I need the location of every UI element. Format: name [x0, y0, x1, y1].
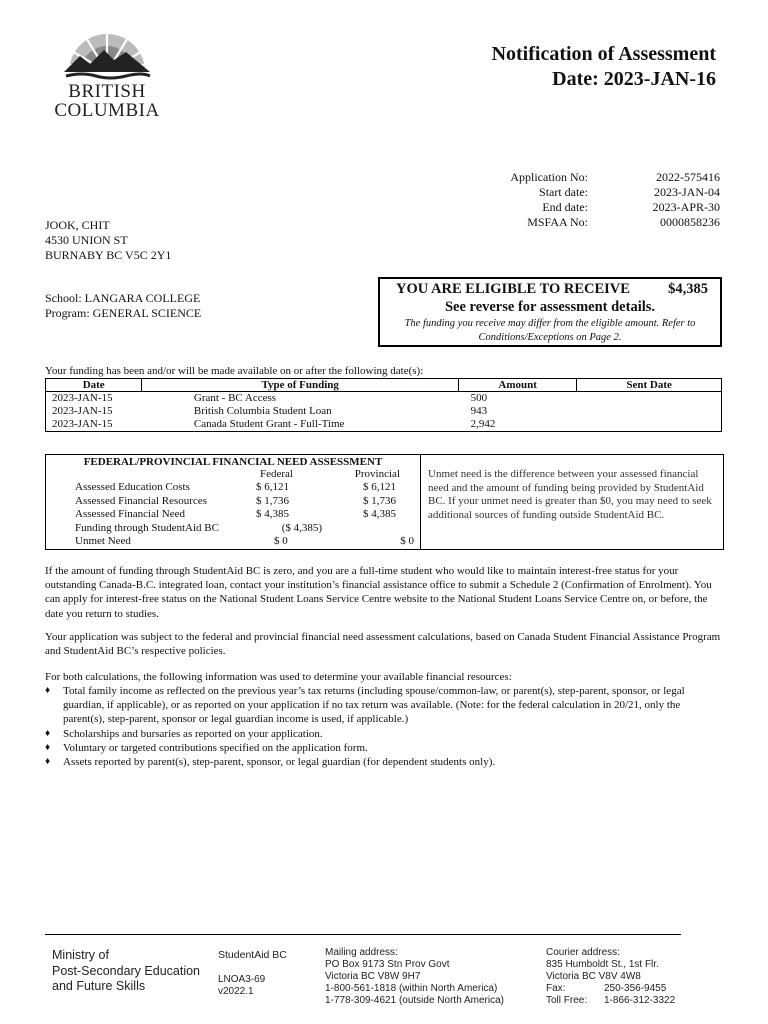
courier-street: 835 Humboldt St., 1st Flr.	[546, 959, 659, 970]
mailing-line: Mailing address:	[325, 947, 398, 958]
row-label: Assessed Financial Resources	[75, 494, 207, 507]
cell-type: Grant - BC Access	[193, 392, 277, 404]
federal-value: ($ 4,385)	[281, 521, 323, 534]
recipient-name: JOOK, CHIT	[45, 218, 110, 232]
assessment-row	[46, 522, 420, 535]
list-item-text: Total family income as reflected on the previous year’s tax returns (including spouse/common-law, or parent(s), step-parent, sponsor, or legal guardian, if applicable), or as reported on your application if no tax return was available. (Note: for the federal calculation in 20/21, only the parent(s), step-parent, sponsor or legal guardian income is used, if applicable.)	[63, 685, 685, 726]
label: MSFAA No:	[527, 215, 588, 229]
funding-intro: Your funding has been and/or will be made available on or after the following date(s):	[45, 365, 424, 377]
value: 2023-JAN-04	[654, 185, 720, 199]
col-sent-date: Sent Date	[577, 379, 722, 392]
funding-table-header	[46, 379, 722, 392]
federal-value: $ 0	[274, 535, 288, 548]
list-item	[45, 684, 723, 727]
list-item-text: Scholarships and bursaries as reported on your application.	[63, 727, 323, 740]
diamond-bullet-icon: ♦	[45, 727, 51, 739]
cell-sent	[577, 418, 722, 432]
logo-wordmark	[52, 82, 162, 120]
cell-amount: 2,942	[470, 418, 496, 430]
document-title: Notification of Assessment	[491, 43, 716, 65]
assessment-row	[46, 495, 420, 508]
list-item-text: Assets reported by parent(s), step-parent, sponsor, or legal guardian (for dependent students only).	[63, 756, 496, 769]
cell-date: 2023-JAN-15	[52, 392, 113, 404]
application-number-row	[470, 170, 720, 185]
row-label: Assessed Financial Need	[75, 508, 185, 521]
mailing-line: PO Box 9173 Stn Prov Govt	[325, 959, 450, 970]
value: 0000858236	[660, 215, 720, 229]
diamond-bullet-icon: ♦	[45, 685, 51, 696]
ministry-name	[52, 948, 200, 995]
provincial-value	[351, 522, 420, 535]
eligibility-headline	[380, 281, 720, 298]
table-row	[46, 418, 722, 432]
courier-title: Courier address:	[546, 947, 620, 958]
interest-free-paragraph: If the amount of funding through StudentAid BC is zero, and you are a full-time student who would like to maintain interest-free status for your outstanding Canada-B.C. integrated loan, contact your institution’s financial assistance office to submit a Schedule 2 (Confirmation of Enrolment). You can apply for interest-free status on the National Student Loans Service Centre website to the National Student Loans Service Centre on, or before, the date you return to studies.	[45, 565, 712, 620]
cell-amount: 500	[470, 392, 488, 404]
ministry-line: Post-Secondary Education	[52, 963, 201, 978]
school-info	[45, 291, 201, 321]
value: 2023-APR-30	[652, 200, 720, 214]
tollfree-number: 1-866-312-3322	[604, 995, 676, 1006]
list-item	[45, 755, 723, 769]
application-info	[470, 170, 720, 230]
provincial-value: $ 4,385	[363, 508, 396, 521]
tollfree-row	[546, 995, 675, 1007]
fax-number: 250-356-9455	[604, 983, 667, 994]
value: 2022-575416	[656, 170, 720, 184]
cell-sent	[577, 405, 722, 418]
document-date: Date: 2023-JAN-16	[552, 68, 716, 90]
label: Start date:	[539, 185, 588, 199]
row-label: Assessed Education Costs	[75, 481, 190, 494]
tollfree-label: Toll Free:	[546, 995, 588, 1006]
form-code: LNOA3-69	[218, 974, 266, 985]
end-date-row	[470, 200, 720, 215]
cell-amount: 943	[470, 405, 488, 417]
program-name: Program: GENERAL SCIENCE	[45, 306, 202, 320]
recipient-street: 4530 UNION ST	[45, 233, 128, 247]
diamond-bullet-icon: ♦	[45, 741, 51, 753]
cell-date: 2023-JAN-15	[52, 418, 113, 430]
eligibility-box	[378, 277, 722, 347]
recipient-city: BURNABY BC V5C 2Y1	[45, 248, 172, 262]
cell-sent	[577, 392, 722, 406]
mailing-line: Victoria BC V8W 9H7	[325, 971, 421, 982]
fax-label: Fax:	[546, 983, 566, 994]
mailing-address	[325, 947, 504, 1007]
label: End date:	[542, 200, 588, 214]
eligibility-subtitle: See reverse for assessment details.	[444, 299, 656, 315]
courier-city: Victoria BC V8V 4W8	[546, 971, 641, 982]
msfaa-row	[470, 215, 720, 230]
fax-row	[546, 983, 675, 995]
form-code-block	[218, 974, 265, 998]
assessment-row	[46, 508, 420, 521]
list-item	[45, 741, 723, 755]
label: Application No:	[510, 170, 588, 184]
eligibility-note: The funding you receive may differ from the eligible amount. Refer to Conditions/Exceptions on Page 2.	[404, 318, 696, 343]
table-row	[46, 405, 722, 418]
row-label: Funding through StudentAid BC	[75, 521, 219, 534]
eligibility-label: YOU ARE ELIGIBLE TO RECEIVE	[396, 281, 630, 297]
col-amount: Amount	[459, 379, 577, 392]
courier-address	[546, 947, 675, 1007]
list-item-text: Voluntary or targeted contributions specified on the application form.	[63, 741, 368, 754]
recipient-address	[45, 218, 171, 263]
col-date: Date	[46, 379, 142, 392]
need-assessment-table	[46, 455, 421, 549]
provincial-value: $ 6,121	[363, 481, 396, 494]
logo-line-columbia: COLUMBIA	[54, 100, 160, 121]
eligibility-amount: $4,385	[668, 281, 708, 297]
ministry-line: Ministry of	[52, 948, 109, 962]
col-federal: Federal	[260, 468, 293, 480]
studentaid-label: StudentAid BC	[218, 949, 287, 961]
need-assessment-box	[45, 454, 724, 550]
start-date-row	[470, 185, 720, 200]
table-row	[46, 392, 722, 406]
school-name: School: LANGARA COLLEGE	[45, 291, 201, 305]
cell-type: Canada Student Grant - Full-Time	[193, 418, 345, 430]
assessment-row	[46, 535, 420, 548]
funding-table	[45, 378, 722, 432]
assessment-row	[46, 481, 420, 494]
form-version: v2022.1	[218, 986, 254, 997]
assessment-header-row	[46, 468, 420, 481]
cell-date: 2023-JAN-15	[52, 405, 113, 417]
federal-value: $ 4,385	[256, 508, 289, 521]
cell-type: British Columbia Student Loan	[193, 405, 332, 417]
logo-line-british: BRITISH	[68, 81, 146, 102]
provincial-value: $ 1,736	[363, 494, 396, 507]
unmet-need-note: Unmet need is the difference between your assessed financial need and the amount of funding being provided by StudentAid BC. If your unmet need is greater than $0, you may need to seek additional sources of funding outside StudentAid BC.	[428, 468, 712, 521]
row-label: Unmet Need	[75, 535, 131, 548]
policy-paragraph: Your application was subject to the federal and provincial financial need assessment calculations, based on Canada Student Financial Assistance Program and StudentAid BC’s respective policies.	[45, 631, 721, 658]
mailing-line: 1-800-561-1818 (within North America)	[325, 983, 498, 994]
document-title-block	[492, 42, 716, 92]
mailing-line: 1-778-309-4621 (outside North America)	[325, 995, 504, 1006]
list-item	[45, 727, 723, 741]
col-type: Type of Funding	[142, 379, 459, 392]
provincial-value: $ 0	[400, 535, 414, 548]
ministry-line: and Future Skills	[52, 979, 146, 993]
federal-value: $ 6,121	[256, 481, 289, 494]
diamond-bullet-icon: ♦	[45, 756, 51, 768]
resources-list	[45, 684, 723, 769]
federal-value: $ 1,736	[256, 494, 289, 507]
col-provincial: Provincial	[354, 468, 400, 480]
need-assessment-title: FEDERAL/PROVINCIAL FINANCIAL NEED ASSESSMENT	[83, 456, 383, 468]
footer-divider	[45, 934, 681, 935]
resources-intro: For both calculations, the following information was used to determine your available financial resources:	[45, 671, 512, 683]
